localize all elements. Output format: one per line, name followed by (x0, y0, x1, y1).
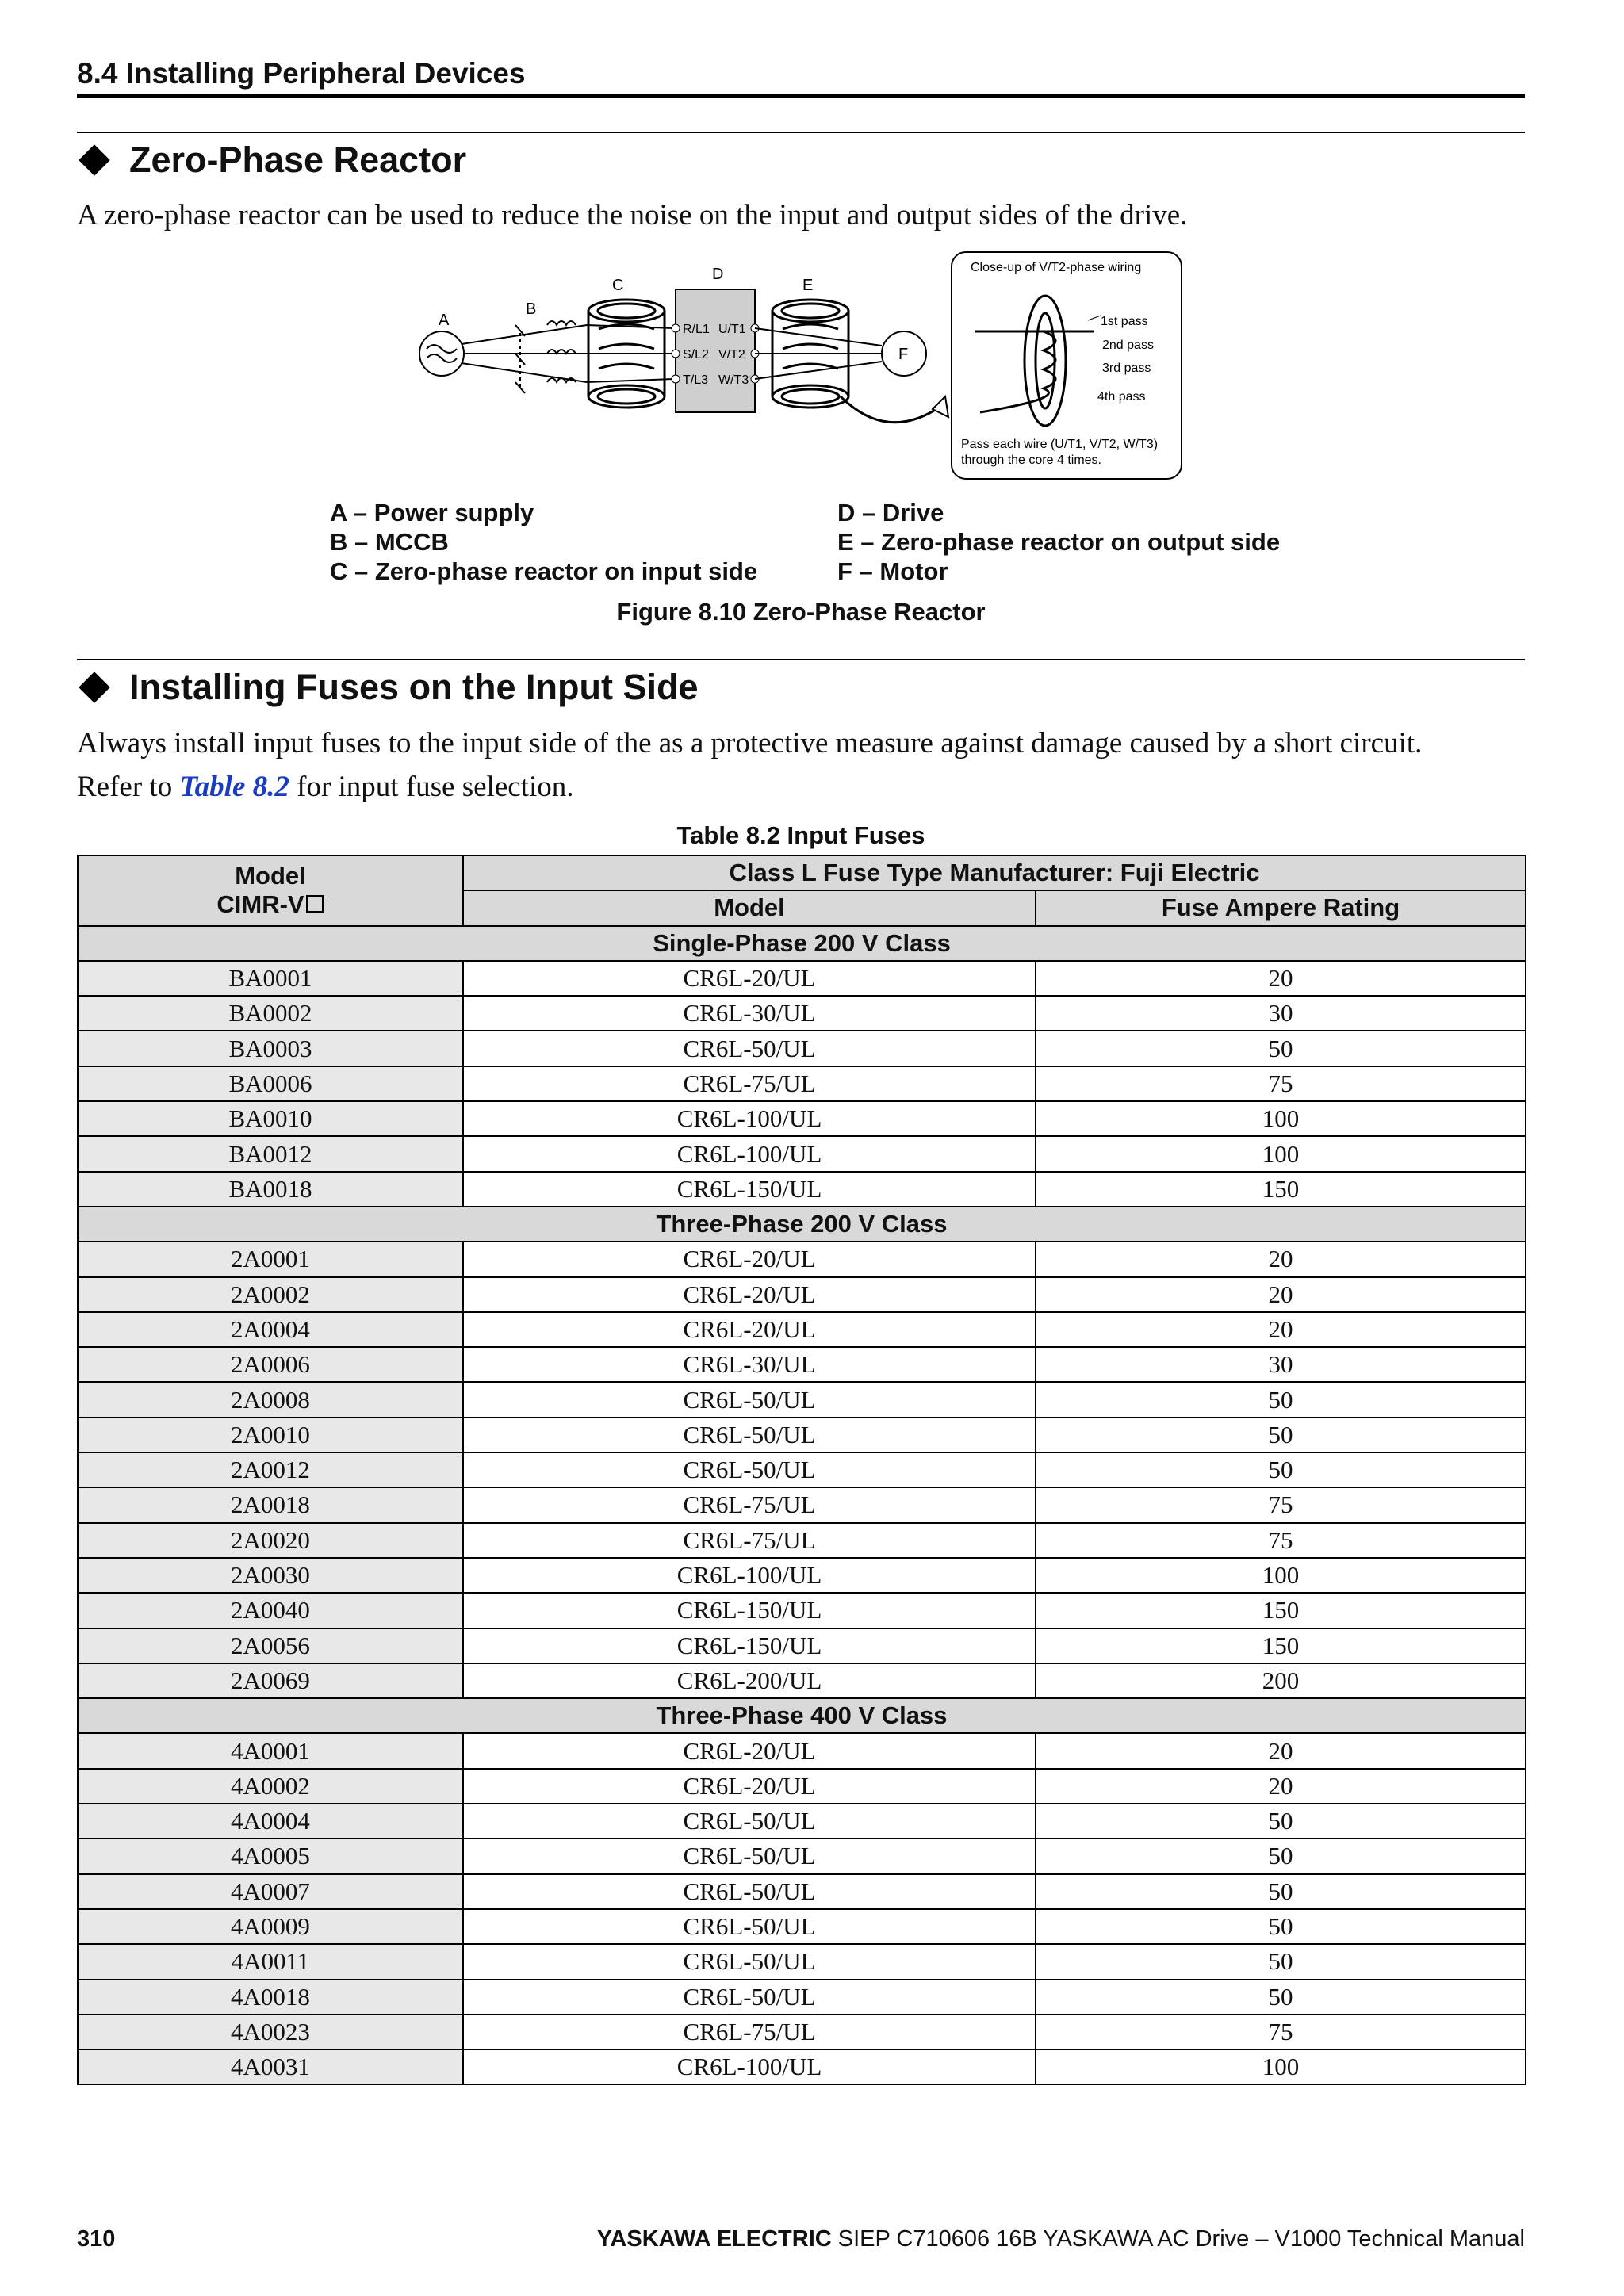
table-row (78, 1312, 1526, 1347)
drive-model-cell: 2A0018 (78, 1487, 463, 1522)
svg-text:U/T1: U/T1 (718, 323, 746, 336)
fuse-rating-cell: 50 (1036, 1874, 1526, 1909)
drive-model-cell: 2A0030 (78, 1558, 463, 1593)
fuse-model-cell: CR6L-50/UL (463, 1418, 1036, 1452)
svg-text:R/L1: R/L1 (683, 323, 710, 336)
fuse-model-cell: CR6L-50/UL (463, 1980, 1036, 2015)
table-row (78, 1804, 1526, 1839)
label-d: D (712, 266, 724, 283)
table-group-row (78, 926, 1526, 961)
section-rule (77, 132, 1525, 133)
fuse-model-cell: CR6L-20/UL (463, 1242, 1036, 1276)
label-e: E (802, 277, 814, 294)
heading-text: Installing Fuses on the Input Side (129, 667, 699, 707)
table-row (78, 1172, 1526, 1207)
fuse-model-cell: CR6L-20/UL (463, 961, 1036, 996)
svg-text:W/T3: W/T3 (718, 373, 749, 387)
drive-model-cell: 4A0002 (78, 1769, 463, 1804)
fuse-rating-cell: 50 (1036, 1980, 1526, 2015)
table-row (78, 1593, 1526, 1628)
header-rule (77, 94, 1525, 98)
fuse-rating-cell: 100 (1036, 1136, 1526, 1171)
fuse-rating-cell: 20 (1036, 1277, 1526, 1312)
drive-model-cell: 4A0001 (78, 1733, 463, 1768)
zero-phase-reactor-diagram (412, 246, 1205, 484)
fuse-model-cell: CR6L-75/UL (463, 2015, 1036, 2049)
intro-paragraph: A zero-phase reactor can be used to reduce the noise on the input and output sides of the drive. (77, 199, 1188, 232)
table-row (78, 1944, 1526, 1979)
svg-text:through the core 4 times.: through the core 4 times. (961, 453, 1101, 467)
drive-model-cell: BA0002 (78, 996, 463, 1031)
fuse-model-cell: CR6L-50/UL (463, 1031, 1036, 1066)
drive-model-cell: 4A0023 (78, 2015, 463, 2049)
drive-model-cell: 2A0002 (78, 1277, 463, 1312)
svg-text:3rd pass: 3rd pass (1102, 362, 1151, 375)
fuse-model-cell: CR6L-50/UL (463, 1839, 1036, 1873)
svg-text:Pass each wire (U/T1, V/T2, W/: Pass each wire (U/T1, V/T2, W/T3) (961, 438, 1159, 451)
table-row (78, 2049, 1526, 2084)
svg-text:2nd pass: 2nd pass (1102, 339, 1154, 352)
drive-model-cell: 2A0006 (78, 1347, 463, 1382)
table-row (78, 1628, 1526, 1663)
page-section-title: 8.4 Installing Peripheral Devices (77, 57, 526, 90)
fuse-model-cell: CR6L-20/UL (463, 1277, 1036, 1312)
table-group-row (78, 1698, 1526, 1733)
fuse-paragraph-line: Always install input fuses to the input side of the as a protective measure against damage caused by a short circuit. (77, 727, 1423, 760)
fuse-model-cell: CR6L-150/UL (463, 1593, 1036, 1628)
fuse-rating-cell: 75 (1036, 1066, 1526, 1101)
figure-caption: Figure 8.10 Zero-Phase Reactor (616, 598, 986, 626)
group-label: Single-Phase 200 V Class (78, 926, 1526, 961)
table-row (78, 1277, 1526, 1312)
fuse-model-cell: CR6L-75/UL (463, 1523, 1036, 1558)
drive-model-cell: BA0018 (78, 1172, 463, 1207)
legend-right (837, 498, 1280, 586)
label-f: F (898, 346, 909, 363)
table-row (78, 1523, 1526, 1558)
fuse-rating-cell: 50 (1036, 1944, 1526, 1979)
fuse-rating-cell: 75 (1036, 1487, 1526, 1522)
drive-model-cell: 4A0005 (78, 1839, 463, 1873)
fuse-model-cell: CR6L-100/UL (463, 2049, 1036, 2084)
fuse-paragraph-line: Refer to Table 8.2 for input fuse selection. (77, 771, 574, 803)
fuse-rating-cell: 100 (1036, 1558, 1526, 1593)
svg-text:4th pass: 4th pass (1097, 390, 1146, 404)
fuse-model-cell: CR6L-50/UL (463, 1874, 1036, 1909)
diamond-bullet-icon (79, 144, 110, 176)
placeholder-box-icon (306, 895, 324, 913)
table-title: Table 8.2 Input Fuses (676, 821, 925, 849)
table-row (78, 1980, 1526, 2015)
legend-item: B – MCCB (330, 528, 449, 556)
fuse-model-cell: CR6L-75/UL (463, 1066, 1036, 1101)
drive-model-cell: 4A0031 (78, 2049, 463, 2084)
fuse-rating-cell: 20 (1036, 961, 1526, 996)
legend-item: E – Zero-phase reactor on output side (837, 528, 1281, 556)
table-row (78, 1136, 1526, 1171)
drive-model-cell: 4A0007 (78, 1874, 463, 1909)
legend-item: F – Motor (837, 557, 948, 585)
header-fuse-rating: Fuse Ampere Rating (1036, 890, 1526, 925)
footer-doc: SIEP C710606 16B YASKAWA AC Drive – V1000 Technical Manual (837, 2226, 1525, 2252)
group-label: Three-Phase 200 V Class (78, 1207, 1526, 1242)
fuse-rating-cell: 150 (1036, 1172, 1526, 1207)
table-row (78, 1663, 1526, 1698)
diamond-bullet-icon (79, 672, 110, 703)
fuse-model-cell: CR6L-30/UL (463, 996, 1036, 1031)
fuse-rating-cell: 20 (1036, 1312, 1526, 1347)
label-b: B (526, 300, 537, 318)
footer-doc-info (597, 2226, 1525, 2252)
table-row (78, 1382, 1526, 1417)
fuse-model-cell: CR6L-150/UL (463, 1628, 1036, 1663)
table-row (78, 996, 1526, 1031)
table-row (78, 1066, 1526, 1101)
table-row (78, 1347, 1526, 1382)
fuse-rating-cell: 75 (1036, 2015, 1526, 2049)
drive-model-cell: 4A0004 (78, 1804, 463, 1839)
table-row (78, 1242, 1526, 1276)
drive-model-cell: BA0006 (78, 1066, 463, 1101)
fuse-rating-cell: 30 (1036, 996, 1526, 1031)
drive-model-cell: 2A0020 (78, 1523, 463, 1558)
footer-brand: YASKAWA ELECTRIC (596, 2226, 832, 2252)
fuse-rating-cell: 50 (1036, 1804, 1526, 1839)
fuse-rating-cell: 150 (1036, 1628, 1526, 1663)
fuse-rating-cell: 200 (1036, 1663, 1526, 1698)
fuse-rating-cell: 20 (1036, 1769, 1526, 1804)
table-row (78, 1418, 1526, 1452)
group-label: Three-Phase 400 V Class (78, 1698, 1526, 1733)
legend-item: A – Power supply (330, 499, 534, 526)
fuse-rating-cell: 20 (1036, 1242, 1526, 1276)
svg-text:V/T2: V/T2 (718, 348, 745, 362)
section-rule (77, 659, 1525, 660)
input-fuses-heading (77, 667, 699, 708)
table-row (78, 1487, 1526, 1522)
drive-model-cell: BA0001 (78, 961, 463, 996)
drive-model-cell: 2A0012 (78, 1452, 463, 1487)
fuse-rating-cell: 50 (1036, 1418, 1526, 1452)
fuse-rating-cell: 20 (1036, 1733, 1526, 1768)
fuse-model-cell: CR6L-100/UL (463, 1558, 1036, 1593)
fuse-rating-cell: 150 (1036, 1593, 1526, 1628)
drive-model-cell: BA0003 (78, 1031, 463, 1066)
fuse-model-cell: CR6L-100/UL (463, 1101, 1036, 1136)
table-row (78, 1031, 1526, 1066)
header-model-cimr: Model CIMR-V (78, 855, 463, 926)
svg-text:Close-up of V/T2-phase wiring: Close-up of V/T2-phase wiring (971, 261, 1142, 274)
fuse-rating-cell: 30 (1036, 1347, 1526, 1382)
label-a: A (439, 312, 450, 329)
table-row (78, 1101, 1526, 1136)
fuse-model-cell: CR6L-50/UL (463, 1944, 1036, 1979)
table-row (78, 1452, 1526, 1487)
fuse-rating-cell: 50 (1036, 1382, 1526, 1417)
table-row (78, 1733, 1526, 1768)
drive-model-cell: 2A0004 (78, 1312, 463, 1347)
fuse-model-cell: CR6L-150/UL (463, 1172, 1036, 1207)
fuse-rating-cell: 100 (1036, 1101, 1526, 1136)
fuse-rating-cell: 50 (1036, 1031, 1526, 1066)
fuse-model-cell: CR6L-100/UL (463, 1136, 1036, 1171)
fuse-paragraph (77, 721, 1525, 809)
table-row (78, 1909, 1526, 1944)
drive-model-cell: 4A0011 (78, 1944, 463, 1979)
fuse-model-cell: CR6L-20/UL (463, 1733, 1036, 1768)
page-number: 310 (77, 2226, 116, 2252)
fuse-rating-cell: 50 (1036, 1452, 1526, 1487)
svg-text:S/L2: S/L2 (683, 348, 709, 362)
fuse-model-cell: CR6L-75/UL (463, 1487, 1036, 1522)
table-row (78, 1558, 1526, 1593)
drive-model-cell: 2A0001 (78, 1242, 463, 1276)
heading-text: Zero-Phase Reactor (129, 140, 467, 180)
legend-left (330, 498, 757, 586)
fuse-model-cell: CR6L-20/UL (463, 1312, 1036, 1347)
legend-item: D – Drive (837, 499, 944, 526)
header-manufacturer: Class L Fuse Type Manufacturer: Fuji Electric (463, 855, 1526, 890)
legend-item: C – Zero-phase reactor on input side (330, 557, 758, 585)
drive-model-cell: BA0012 (78, 1136, 463, 1171)
fuse-model-cell: CR6L-50/UL (463, 1909, 1036, 1944)
fuse-model-cell: CR6L-20/UL (463, 1769, 1036, 1804)
fuse-model-cell: CR6L-50/UL (463, 1804, 1036, 1839)
drive-model-cell: BA0010 (78, 1101, 463, 1136)
fuse-model-cell: CR6L-50/UL (463, 1382, 1036, 1417)
fuse-model-cell: CR6L-200/UL (463, 1663, 1036, 1698)
svg-text:1st pass: 1st pass (1101, 315, 1148, 328)
table-row (78, 961, 1526, 996)
drive-model-cell: 4A0018 (78, 1980, 463, 2015)
drive-model-cell: 2A0040 (78, 1593, 463, 1628)
fuse-rating-cell: 75 (1036, 1523, 1526, 1558)
drive-model-cell: 2A0056 (78, 1628, 463, 1663)
table-8-2-link[interactable]: Table 8.2 (179, 771, 289, 803)
fuse-rating-cell: 100 (1036, 2049, 1526, 2084)
drive-model-cell: 2A0069 (78, 1663, 463, 1698)
label-c: C (612, 277, 624, 294)
input-fuses-table (77, 855, 1526, 2085)
table-row (78, 2015, 1526, 2049)
table-group-row (78, 1207, 1526, 1242)
fuse-rating-cell: 50 (1036, 1839, 1526, 1873)
zero-phase-reactor-heading (77, 140, 466, 181)
fuse-model-cell: CR6L-30/UL (463, 1347, 1036, 1382)
power-supply-symbol (419, 331, 464, 376)
table-row (78, 1839, 1526, 1873)
fuse-rating-cell: 50 (1036, 1909, 1526, 1944)
drive-model-cell: 2A0010 (78, 1418, 463, 1452)
table-row (78, 1769, 1526, 1804)
drive-model-cell: 2A0008 (78, 1382, 463, 1417)
table-row (78, 1874, 1526, 1909)
drive-model-cell: 4A0009 (78, 1909, 463, 1944)
svg-text:T/L3: T/L3 (683, 373, 709, 387)
table-body (78, 926, 1526, 2085)
fuse-model-cell: CR6L-50/UL (463, 1452, 1036, 1487)
header-fuse-model: Model (463, 890, 1036, 925)
